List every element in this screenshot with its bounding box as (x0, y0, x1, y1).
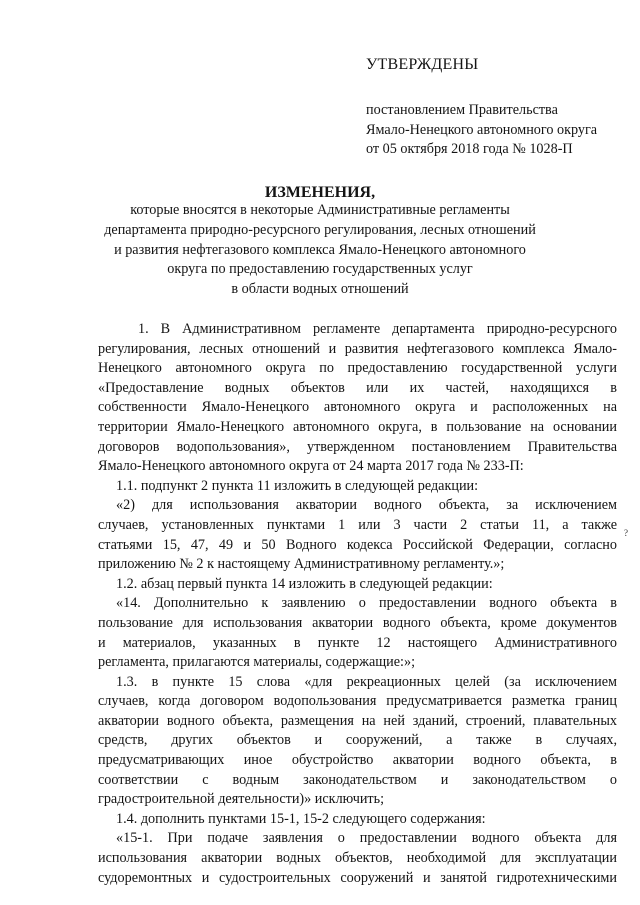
document-body (98, 320, 617, 888)
body-line: «2) для использования акватории водного объекта, за исключением (116, 497, 617, 514)
body-line: средств, других объектов и сооружений, а также в случаях, (98, 732, 617, 749)
body-line: предусматривающих иное обустройство акватории водного объекта, в (98, 752, 617, 769)
body-line: территории Ямало-Ненецкого автономного округа, в пользование на основании (98, 418, 617, 435)
body-line: использования акватории водных объектов, необходимой для эксплуатации (98, 850, 617, 867)
body-line: и материалов, указанных в пункте 12 настоящего Административного (98, 634, 617, 651)
decree-line: от 05 октября 2018 года № 1028-П (366, 141, 573, 157)
body-line: судоремонтных и судостроительных сооружений и занятой гидротехническими (98, 869, 617, 886)
body-line: градостроительной деятельности)» исключить; (98, 791, 385, 808)
decree-reference (366, 101, 597, 160)
body-line: пользование для использования акватории водного объекта, кроме документов (98, 614, 617, 631)
body-line: 1.1. подпункт 2 пункта 11 изложить в следующей редакции: (116, 477, 479, 494)
body-line: 1. В Административном регламенте департамента природно-ресурсного (138, 321, 617, 337)
subtitle-line: и развития нефтегазового комплекса Ямало-Ненецкого автономного (114, 241, 526, 258)
body-line: регулирования, лесных отношений и развития нефтегазового комплекса Ямало- (98, 340, 617, 357)
body-line: Ненецкого автономного округа по предоставлению государственной услуги (98, 360, 617, 377)
subtitle-line: которые вносятся в некоторые Административные регламенты (130, 202, 510, 218)
body-line: «15-1. При подаче заявления о предоставлении водного объекта для (116, 830, 617, 847)
subtitle-line: департамента природно-ресурсного регулирования, лесных отношений (104, 221, 536, 238)
body-line: акватории водного объекта, размещения на ней зданий, строений, плавательных (98, 712, 617, 729)
margin-mark: ? (624, 528, 628, 538)
body-line: соответствии с водным законодательством и законодательством о (98, 771, 617, 788)
body-line: «Предоставление водных объектов или их частей, находящихся в (98, 379, 617, 396)
body-line: регламента, прилагаются материалы, содержащие:»; (98, 654, 416, 671)
body-line: 1.2. абзац первый пункта 14 изложить в следующей редакции: (116, 575, 493, 592)
body-line: собственности Ямало-Ненецкого автономного округа и расположенных на (98, 399, 617, 416)
subtitle-line: в области водных отношений (231, 281, 409, 298)
body-line: Ямало-Ненецкого автономного округа от 24 марта 2017 года № 233-П: (98, 458, 524, 475)
body-line: договоров водопользования», утвержденном постановлением Правительства (98, 438, 617, 455)
document-title: ИЗМЕНЕНИЯ, (264, 184, 376, 201)
subtitle-line: округа по предоставлению государственных услуг (167, 261, 473, 278)
document-subtitle (100, 201, 540, 300)
body-line: приложению № 2 к настоящему Административному регламенту.»; (98, 556, 505, 573)
body-line: 1.4. дополнить пунктами 15-1, 15-2 следующего содержания: (116, 810, 486, 827)
body-line: случаев, когда договором водопользования предусматривается разметка границ (98, 693, 617, 710)
decree-line: постановлением Правительства (366, 102, 558, 118)
body-line: статьями 15, 47, 49 и 50 Водного кодекса Российской Федерации, согласно (98, 536, 617, 553)
decree-line: Ямало-Ненецкого автономного округа (366, 121, 598, 138)
body-line: «14. Дополнительно к заявлению о предоставлении водного объекта в (116, 595, 617, 612)
body-line: случаев, установленных пунктами 1 или 3 части 2 статьи 11, а также (98, 516, 617, 533)
approved-heading: УТВЕРЖДЕНЫ (366, 56, 479, 73)
body-line: 1.3. в пункте 15 слова «для рекреационных целей (за исключением (116, 673, 617, 690)
